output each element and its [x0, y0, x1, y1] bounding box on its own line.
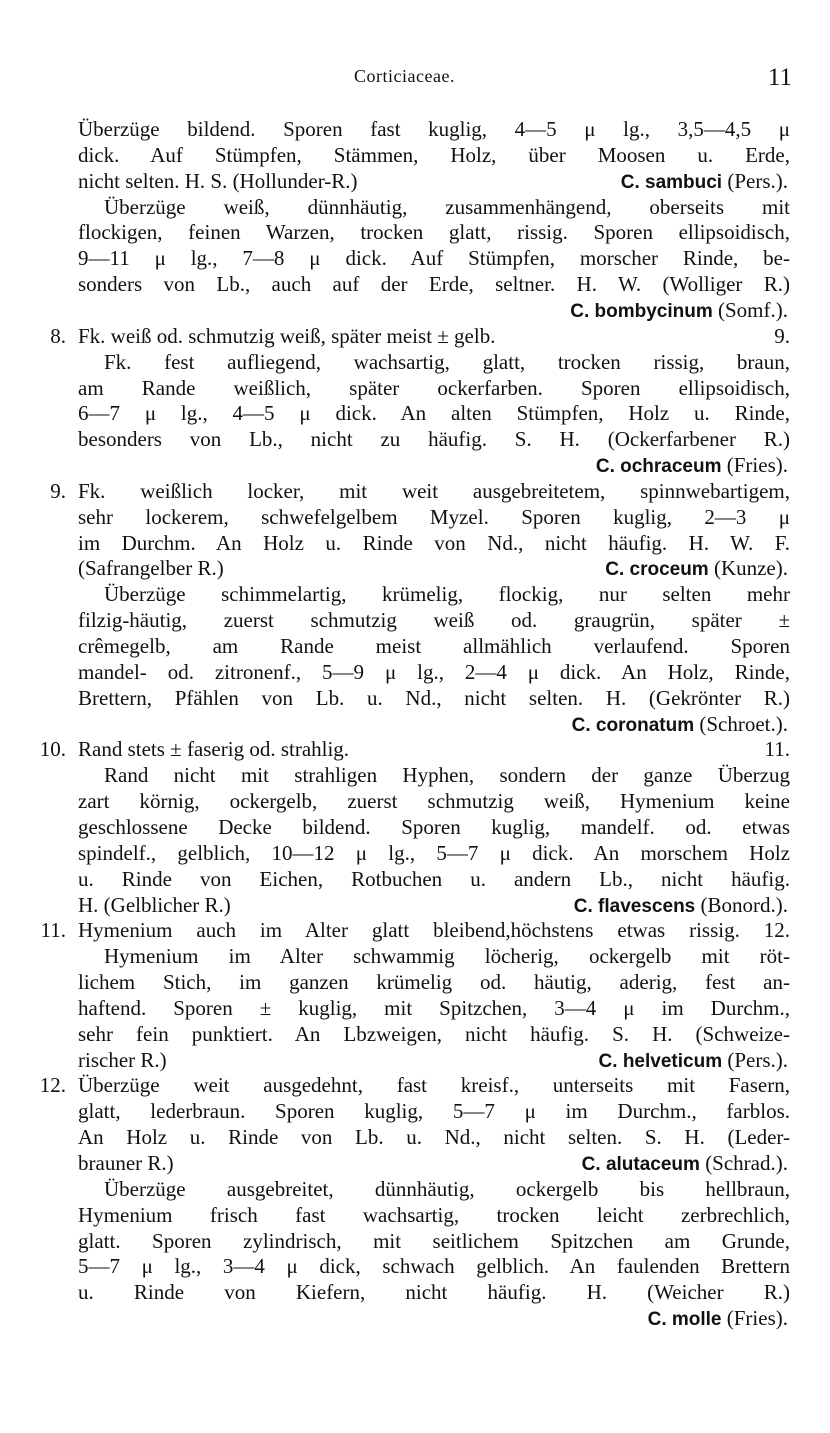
text-line: am Rande weißlich, später ockerfarben. Sporen ellipsoidisch, [78, 376, 790, 400]
couplet-number: 12. [39, 1073, 66, 1097]
couplet-number: 10. [39, 737, 66, 761]
text-line: glatt, lederbraun. Sporen kuglig, 5—7 μ im Durchm., farblos. [78, 1099, 790, 1123]
text-line: Rand stets ± faserig od. strahlig. [78, 737, 350, 761]
text-line: Hymenium auch im Alter glatt bleibend,höchstens etwas rissig. 12. [78, 918, 790, 942]
text-line: 6—7 μ lg., 4—5 μ dick. An alten Stümpfen, Holz u. Rinde, [78, 401, 790, 425]
species-name: C. bombycinum (Somf.). [570, 298, 788, 322]
text-line: Überzüge schimmelartig, krümelig, flockig, nur selten mehr [104, 582, 790, 606]
text-line: dick. Auf Stümpfen, Stämmen, Holz, über Moosen u. Erde, [78, 143, 790, 167]
text-line: spindelf., gelblich, 10—12 μ lg., 5—7 μ dick. An morschem Holz [78, 841, 790, 865]
lead-target: 9. [774, 324, 790, 348]
species-name: C. alutaceum (Schrad.). [581, 1151, 788, 1175]
text-line: haftend. Sporen ± kuglig, mit Spitzchen, 3—4 μ im Durchm., [78, 996, 790, 1020]
text-line: Brettern, Pfählen von Lb. u. Nd., nicht selten. H. (Gekrönter R.) [78, 686, 790, 710]
couplet-number: 9. [50, 479, 66, 503]
text-line: mandel- od. zitronenf., 5—9 μ lg., 2—4 μ dick. An Holz, Rinde, [78, 660, 790, 684]
text-line: Überzüge ausgebreitet, dünnhäutig, ockergelb bis hellbraun, [104, 1177, 790, 1201]
text-line: brauner R.) [78, 1151, 174, 1175]
species-name: C. flavescens (Bonord.). [573, 893, 788, 917]
text-line: Fk. weißlich locker, mit weit ausgebreitetem, spinnwebartigem, [78, 479, 790, 503]
text-line: Fk. weiß od. schmutzig weiß, später meist ± gelb. [78, 324, 496, 348]
text-line: filzig-häutig, zuerst schmutzig weiß od. graugrün, später ± [78, 608, 790, 632]
text-line: Fk. fest aufliegend, wachsartig, glatt, trocken rissig, braun, [104, 350, 790, 374]
text-line: besonders von Lb., nicht zu häufig. S. H. (Ockerfarbener R.) [78, 427, 790, 451]
text-line: Überzüge bildend. Sporen fast kuglig, 4—5 μ lg., 3,5—4,5 μ [78, 117, 790, 141]
text-line: An Holz u. Rinde von Lb. u. Nd., nicht selten. S. H. (Leder- [78, 1125, 790, 1149]
text-line: nicht selten. H. S. (Hollunder-R.) [78, 169, 358, 193]
text-line: Überzüge weit ausgedehnt, fast kreisf., unterseits mit Fasern, [78, 1073, 790, 1097]
text-line: (Safrangelber R.) [78, 556, 224, 580]
text-line: H. (Gelblicher R.) [78, 893, 231, 917]
species-name: C. ochraceum (Fries). [595, 453, 788, 477]
running-title: Corticiaceae. [354, 66, 455, 86]
text-line: geschlossene Decke bildend. Sporen kuglig, mandelf. od. etwas [78, 815, 790, 839]
text-line: sehr fein punktiert. An Lbzweigen, nicht häufig. S. H. (Schweize- [78, 1022, 790, 1046]
couplet-number: 8. [50, 324, 66, 348]
text-line: u. Rinde von Eichen, Rotbuchen u. andern Lb., nicht häufig. [78, 867, 790, 891]
text-line: sehr lockerem, schwefelgelbem Myzel. Sporen kuglig, 2—3 μ [78, 505, 790, 529]
page-number: 11 [767, 64, 792, 91]
species-name: C. croceum (Kunze). [605, 556, 788, 580]
text-line: Hymenium frisch fast wachsartig, trocken leicht zerbrechlich, [78, 1203, 790, 1227]
text-line: Rand nicht mit strahligen Hyphen, sondern der ganze Überzug [104, 763, 790, 787]
species-name: C. coronatum (Schroet.). [571, 712, 788, 736]
page-header [0, 64, 830, 98]
species-name: C. sambuci (Pers.). [620, 169, 788, 193]
text-line: Überzüge weiß, dünnhäutig, zusammenhängend, oberseits mit [104, 195, 790, 219]
text-line: crêmegelb, am Rande meist allmählich verlaufend. Sporen [78, 634, 790, 658]
species-name: C. helveticum (Pers.). [598, 1048, 788, 1072]
text-line: zart körnig, ockergelb, zuerst schmutzig weiß, Hymenium keine [78, 789, 790, 813]
text-line: sonders von Lb., auch auf der Erde, seltner. H. W. (Wolliger R.) [78, 272, 790, 296]
species-name: C. molle (Fries). [647, 1306, 788, 1330]
text-line: im Durchm. An Holz u. Rinde von Nd., nicht häufig. H. W. F. [78, 531, 790, 555]
text-line: lichem Stich, im ganzen krümelig od. häutig, aderig, fest an- [78, 970, 790, 994]
text-line: 9—11 μ lg., 7—8 μ dick. Auf Stümpfen, morscher Rinde, be- [78, 246, 790, 270]
text-line: rischer R.) [78, 1048, 167, 1072]
text-line: u. Rinde von Kiefern, nicht häufig. H. (Weicher R.) [78, 1280, 790, 1304]
text-line: flockigen, feinen Warzen, trocken glatt, rissig. Sporen ellipsoidisch, [78, 220, 790, 244]
couplet-number: 11. [40, 918, 66, 942]
text-line: 5—7 μ lg., 3—4 μ dick, schwach gelblich. An faulenden Brettern [78, 1254, 790, 1278]
text-line: Hymenium im Alter schwammig löcherig, ockergelb mit röt- [104, 944, 790, 968]
text-line: glatt. Sporen zylindrisch, mit seitlichem Spitzchen am Grunde, [78, 1229, 790, 1253]
lead-target: 11. [764, 737, 790, 761]
